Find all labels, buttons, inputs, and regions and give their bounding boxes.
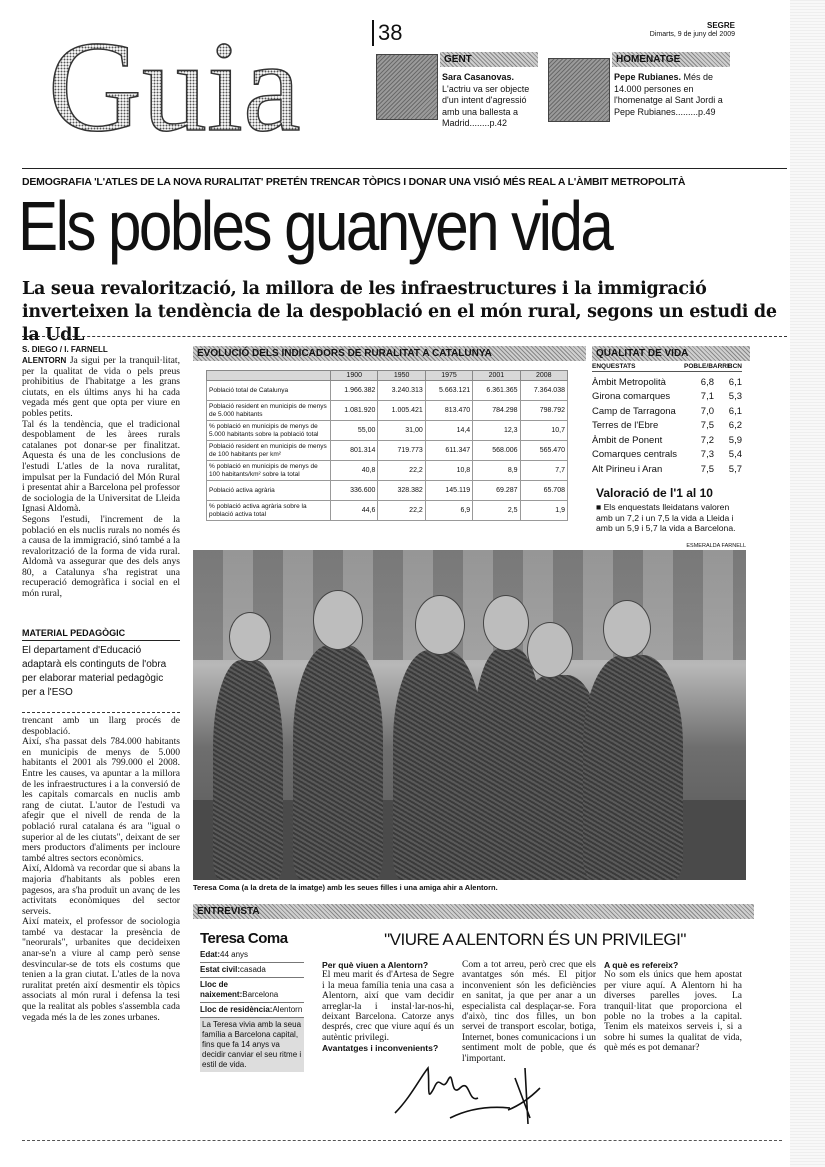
indicator-value: 1.005.421	[378, 401, 425, 421]
indicator-value: 44,6	[331, 501, 378, 521]
scan-edge	[790, 0, 825, 1167]
quality-table-rows	[592, 375, 742, 477]
evolution-table-row	[207, 441, 568, 461]
homenatge-teaser[interactable]	[614, 72, 724, 118]
interview-column-3	[604, 960, 742, 1054]
handwritten-signature	[390, 1058, 570, 1128]
photo-person	[583, 655, 683, 880]
indicator-value: 31,00	[378, 421, 425, 441]
quality-col-city: BCN	[727, 363, 742, 370]
group-photo	[193, 550, 746, 880]
fact-civil-status	[200, 963, 304, 978]
photo-person	[213, 660, 283, 880]
article-headline: Els pobles guanyen vida	[18, 187, 612, 265]
byline-authors: S. DIEGO / I. FARNELL	[22, 345, 108, 354]
gent-teaser-name: Sara Casanovas.	[442, 72, 515, 82]
indicator-value: 7,7	[520, 461, 567, 481]
region-name: Àmbit Metropolità	[592, 376, 666, 388]
quality-row	[592, 404, 742, 419]
fact-age	[200, 948, 304, 963]
quality-row	[592, 448, 742, 463]
indicator-label: Població resident en municipis de menys de 100 habitants per km²	[207, 441, 331, 461]
interview-question: A què es refereix?	[604, 960, 679, 970]
indicator-value: 69.287	[473, 481, 520, 501]
interview-section-label: ENTREVISTA	[193, 904, 754, 919]
year-header: 2008	[520, 371, 567, 381]
region-name: Camp de Tarragona	[592, 405, 676, 417]
year-header: 1950	[378, 371, 425, 381]
gent-teaser-text: L'actriu va ser objecte d'un intent d'agressió amb una ballesta a Madrid........p.42	[442, 83, 530, 128]
masthead-logo	[48, 10, 363, 140]
indicator-value: 611.347	[425, 441, 472, 461]
quality-row	[592, 390, 742, 405]
photo-head	[415, 595, 465, 655]
city-score: 6,2	[728, 420, 742, 432]
byline	[22, 345, 180, 354]
quality-table-title: QUALITAT DE VIDA	[592, 346, 750, 361]
indicator-value: 10,7	[520, 421, 567, 441]
article-body-part-1	[22, 356, 180, 600]
city-score: 5,4	[728, 449, 742, 461]
evolution-table-row	[207, 481, 568, 501]
indicator-value: 813.470	[425, 401, 472, 421]
evolution-table-corner	[207, 371, 331, 381]
homenatge-section-label: HOMENATGE	[612, 52, 730, 67]
year-header: 1975	[425, 371, 472, 381]
indicator-label: Població resident en municipis de menys de 5.000 habitants	[207, 401, 331, 421]
article-body-part-2: trencant amb un llarg procés de despoblació. Així, s'ha passat dels 784.000 habitants en municipis de menys de 5.000 habitants el 2001 als 799.000 el 2008. Entre les causes, va apuntar a la millora de les infraestructures i a la conversió de les capitals comarcals en nuclis amb rang de ciutat. L'autor de l'estudi va afegir que el nivell de renda de la població rural catalana és ara "igual o superior al de les ciutats", deixant de ser mers productors d'aliments per incloure també altres sectors econòmics. Així, Aldomà va recordar que si abans la majoria d'habitants als pobles eren pagesos, ara s'ha produït un avanç de les activitats econòmiques del sector serveis. Així mateix, el professor de sociologia també va destacar la presència de "neorurals", urbanites que decideixen anar-se'n a viure al camp però sense desvincular-se de tots els costums que tenien a la gran ciutat. L'atles de la nova ruralitat pretén així desmentir els tòpics associats al món rural i defensa la tesi que la realitat als pobles s'assembla cada vegada més la de les zones urbanes.	[22, 715, 180, 1023]
indicator-value: 22,2	[378, 501, 425, 521]
valoracio-title: Valoració de l'1 al 10	[596, 486, 713, 500]
svg-text:Guia: Guia	[48, 15, 301, 140]
indicator-label: % població en municipis de menys de 100 habitants/km² sobre la total	[207, 461, 331, 481]
region-name: Girona comarques	[592, 391, 671, 403]
material-box-rule	[22, 712, 180, 714]
homenatge-teaser-name: Pepe Rubianes.	[614, 72, 682, 82]
city-score: 5,3	[728, 391, 742, 403]
fact-key: Estat civil:	[200, 965, 241, 974]
quality-row	[592, 433, 742, 448]
fact-key: Lloc de naixement:	[200, 980, 243, 999]
indicator-value: 55,00	[331, 421, 378, 441]
indicator-value: 14,4	[425, 421, 472, 441]
indicator-value: 1,9	[520, 501, 567, 521]
indicator-value: 65.708	[520, 481, 567, 501]
material-pedagogic-title: MATERIAL PEDAGÒGIC	[22, 628, 180, 641]
indicator-value: 1.081.920	[331, 401, 378, 421]
indicator-value: 328.382	[378, 481, 425, 501]
indicator-value: 719.773	[378, 441, 425, 461]
quality-row	[592, 419, 742, 434]
fact-key: Lloc de residència:	[200, 1005, 273, 1014]
indicator-value: 7.364.038	[520, 381, 567, 401]
fact-value: 44 anys	[220, 950, 249, 959]
indicator-value: 1.966.382	[331, 381, 378, 401]
article-subhead: La seua revalorització, la millora de les infraestructures i la immigració inverteixen la tendència de la despoblació en el món rural, segons un estudi de la UdL	[22, 279, 777, 345]
city-score: 5,9	[728, 434, 742, 446]
evolution-table-row	[207, 401, 568, 421]
evolution-table-row	[207, 461, 568, 481]
indicator-label: % població activa agrària sobre la població activa total	[207, 501, 331, 521]
bottom-rule	[22, 1140, 782, 1142]
city-score: 6,1	[728, 405, 742, 417]
indicator-value: 2,5	[473, 501, 520, 521]
quality-row	[592, 375, 742, 390]
region-name: Àmbit de Ponent	[592, 434, 663, 446]
interviewee-name: Teresa Coma	[200, 930, 288, 947]
indicator-value: 6,9	[425, 501, 472, 521]
photo-buildings	[193, 550, 746, 660]
indicator-label: Població activa agrària	[207, 481, 331, 501]
homenatge-teaser-text: Més de 14.000 persones en l'homenatge al Sant Jordi a Pepe Rubianes.........p.49	[614, 72, 723, 117]
indicator-label: Població total de Catalunya	[207, 381, 331, 401]
quality-row	[592, 462, 742, 477]
indicator-value: 565.470	[520, 441, 567, 461]
year-header: 2001	[473, 371, 520, 381]
pepe-rubianes-photo	[548, 58, 610, 122]
material-pedagogic-box	[22, 628, 180, 700]
gent-section-label: GENT	[440, 52, 538, 67]
page-number: 38	[378, 20, 403, 45]
newspaper-name: SEGRE	[706, 21, 735, 30]
photo-caption: Teresa Coma (a la dreta de la imatge) amb les seues filles i una amiga ahir a Alentorn.	[193, 883, 498, 892]
town-score: 7,0	[700, 405, 714, 417]
quality-col-town: POBLE/BARRI	[684, 363, 729, 370]
interview-answer: Com a tot arreu, però crec que els avantatges són més. El pitjor inconvenient són les deficiències en sanitat, ja que per anar a un especialista cal desplaçar-se. Fora d'això, tinc dos filles, un bon servei de transport escolar, botiga, Internet, bones comunicacions i un sentiment molt de poble, que és l'important.	[462, 960, 596, 1064]
indicator-value: 145.119	[425, 481, 472, 501]
interview-question: Avantatges i inconvenients?	[322, 1043, 439, 1054]
indicator-value: 10,8	[425, 461, 472, 481]
gent-teaser[interactable]	[442, 72, 544, 130]
evolution-table	[206, 370, 568, 521]
evolution-table-row	[207, 421, 568, 441]
article-body-text-1: Ja sigui per la tranquil·litat, per la qualitat de vida o pels preus prohibitius de l'habitatge a les grans ciutats, en els últims anys hi ha cada vegada més gent que opta per viure en pobles petits. Tal és la tendència, que el tradicional despoblament de les àrees rurals catalanes pot donar-se per finalitzat. Aquesta és una de les conclusions de l'estudi L'atles de la nova ruralitat, impulsat per la Fundació del Món Rural i presentat ahir a Barcelona pel professor de sociologia de la Universitat de Lleida Ignasi Aldomà. Segons l'estudi, l'increment de la població en els nuclis rurals no només és a causa de la immigració, sinó també a la revalorització de la forma de vida rural. Aldomà va assegurar que des dels anys 80, a Catalunya s'ha registrat una recuperació demogràfica i social en el món rural,	[22, 355, 180, 600]
indicator-value: 798.792	[520, 401, 567, 421]
photo-head	[603, 600, 651, 658]
fact-value: casada	[240, 965, 266, 974]
quality-table-header	[592, 363, 742, 372]
interview-column-1	[322, 960, 454, 1054]
photo-person	[293, 645, 383, 880]
fact-value: Alentorn	[272, 1005, 303, 1014]
fact-value: Barcelona	[242, 990, 279, 999]
header-rule	[22, 168, 787, 169]
photo-person	[393, 650, 483, 880]
photo-head	[313, 590, 363, 650]
fact-residence	[200, 1003, 304, 1018]
town-score: 7,1	[700, 391, 714, 403]
evolution-table-row	[207, 381, 568, 401]
page-number-divider	[372, 20, 374, 46]
photo-credit: ESMERALDA FARNELL	[686, 543, 746, 549]
region-name: Terres de l'Ebre	[592, 420, 659, 432]
evolution-table-title: EVOLUCIÓ DELS INDICADORS DE RURALITAT A CATALUNYA	[193, 346, 586, 361]
dateline: ALENTORN	[22, 356, 67, 365]
city-score: 6,1	[728, 376, 742, 388]
indicator-value: 8,9	[473, 461, 520, 481]
year-header: 1900	[331, 371, 378, 381]
city-score: 5,7	[728, 463, 742, 475]
article-kicker: DEMOGRAFIA 'L'ATLES DE LA NOVA RURALITAT' PRETÉN TRENCAR TÒPICS I DONAR UNA VISIÓ MÉS REAL A L'ÀMBIT METROPOLITÀ	[22, 176, 686, 188]
issue-date: Dimarts, 9 de juny del 2009	[649, 31, 735, 38]
indicator-value: 3.240.313	[378, 381, 425, 401]
indicator-label: % població en municipis de menys de 5.000 habitants sobre la població total	[207, 421, 331, 441]
indicator-value: 22,2	[378, 461, 425, 481]
indicator-value: 784.298	[473, 401, 520, 421]
interview-question: Per què viuen a Alentorn?	[322, 960, 429, 970]
interview-answer: No som els únics que hem apostat per viure aquí. A Alentorn hi ha diverses parelles joves. La tranquil·litat que proporciona el poble no la trobes a la capital. Tenim els mateixos serveis i, si a sobre hi sumes la qualitat de vida, què més es pot demanar?	[604, 970, 742, 1054]
fact-birthplace	[200, 978, 304, 1003]
sara-casanovas-photo	[376, 54, 438, 120]
interview-answer: El meu marit és d'Artesa de Segre i la meua família tenia una casa a Alentorn, així que vam decidir arreglar-la i instal·lar-nos-hi, deixant Barcelona. Catorze anys després, crec que viure aquí és un autèntic privilegi.	[322, 970, 454, 1043]
photo-head	[483, 595, 529, 651]
indicator-value: 801.314	[331, 441, 378, 461]
photo-head	[527, 622, 573, 678]
town-score: 7,5	[700, 463, 714, 475]
interview-column-2	[462, 960, 596, 1064]
material-pedagogic-text: El departament d'Educació adaptarà els continguts de l'obra per elaborar material pedagògic per a l'ESO	[22, 645, 167, 698]
indicator-value: 40,8	[331, 461, 378, 481]
evolution-table-row	[207, 501, 568, 521]
indicator-value: 568.006	[473, 441, 520, 461]
indicator-value: 336.600	[331, 481, 378, 501]
indicator-value: 5.663.121	[425, 381, 472, 401]
evolution-table-header	[207, 371, 568, 381]
interview-quote: "VIURE A ALENTORN ÉS UN PRIVILEGI"	[384, 930, 686, 949]
photo-head	[229, 612, 271, 662]
indicator-value: 12,3	[473, 421, 520, 441]
indicator-value: 6.361.365	[473, 381, 520, 401]
region-name: Comarques centrals	[592, 449, 678, 461]
interviewee-facts	[200, 948, 304, 1072]
town-score: 7,5	[700, 420, 714, 432]
subhead-rule	[22, 336, 787, 338]
town-score: 7,3	[700, 449, 714, 461]
fact-key: Edat:	[200, 950, 220, 959]
region-name: Alt Pirineu i Aran	[592, 463, 663, 475]
valoracio-text: ■ Els enquestats lleidatans valoren amb un 7,2 i un 7,5 la vida a Lleida i amb un 5,9 i 5,7 la vida a Barcelona.	[596, 502, 736, 534]
town-score: 7,2	[700, 434, 714, 446]
town-score: 6,8	[700, 376, 714, 388]
quality-col-region: ENQUESTATS	[592, 363, 636, 370]
interviewee-bio: La Teresa vivia amb la seua família a Barcelona capital, fins que fa 14 anys va decidir canviar el seu ritme i estil de vida.	[200, 1018, 304, 1072]
